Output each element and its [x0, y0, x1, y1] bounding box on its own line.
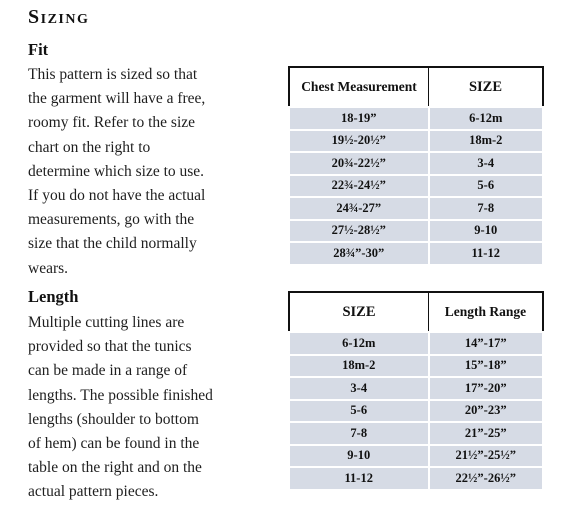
page-heading: Sizing	[28, 6, 90, 28]
table-row	[289, 130, 543, 153]
chest-cell: 22¾-24½”	[289, 175, 429, 198]
length-line: lengths. The possible finished	[28, 386, 213, 404]
chest-cell: 20¾-22½”	[289, 152, 429, 175]
table-header-row	[289, 67, 543, 107]
length-cell: 17”-20”	[429, 377, 544, 400]
table-row	[289, 175, 543, 198]
column-header-length: Length Range	[429, 292, 544, 332]
table-row	[289, 332, 543, 355]
size-cell: 11-12	[289, 467, 429, 490]
table-row	[289, 152, 543, 175]
column-header-size: SIZE	[429, 67, 544, 107]
fit-line: size that the child normally	[28, 235, 197, 253]
length-cell: 20”-23”	[429, 400, 544, 423]
length-section-title: Length	[28, 287, 79, 306]
fit-line: roomy fit. Refer to the size	[28, 114, 196, 132]
length-line: can be made in a range of	[28, 362, 188, 380]
table-row	[289, 107, 543, 130]
length-paragraph	[28, 311, 273, 505]
size-cell: 6-12m	[429, 107, 544, 130]
fit-section-title: Fit	[28, 40, 49, 59]
chest-cell: 28¾”-30”	[289, 242, 429, 265]
fit-paragraph	[28, 63, 273, 281]
table-row	[289, 377, 543, 400]
table-row	[289, 242, 543, 265]
chest-cell: 24¾-27”	[289, 197, 429, 220]
length-cell: 14”-17”	[429, 332, 544, 355]
chest-cell: 27½-28½”	[289, 220, 429, 243]
chest-size-table	[288, 66, 544, 266]
length-line: of hem) can be found in the	[28, 435, 200, 453]
length-line: actual pattern pieces.	[28, 483, 159, 501]
size-cell: 3-4	[289, 377, 429, 400]
table-row	[289, 355, 543, 378]
fit-line: If you do not have the actual	[28, 187, 206, 205]
size-cell: 5-6	[289, 400, 429, 423]
size-cell: 5-6	[429, 175, 544, 198]
size-cell: 7-8	[289, 422, 429, 445]
table-row	[289, 422, 543, 445]
table-row	[289, 220, 543, 243]
fit-line: determine which size to use.	[28, 162, 205, 180]
size-cell: 9-10	[429, 220, 544, 243]
table-row	[289, 400, 543, 423]
chest-cell: 18-19”	[289, 107, 429, 130]
size-cell: 7-8	[429, 197, 544, 220]
length-cell: 22½”-26½”	[429, 467, 544, 490]
size-cell: 11-12	[429, 242, 544, 265]
length-cell: 15”-18”	[429, 355, 544, 378]
size-cell: 6-12m	[289, 332, 429, 355]
length-range-table	[288, 291, 544, 491]
length-line: lengths (shoulder to bottom	[28, 410, 199, 428]
chest-cell: 19½-20½”	[289, 130, 429, 153]
length-line: Multiple cutting lines are	[28, 314, 185, 331]
length-cell: 21”-25”	[429, 422, 544, 445]
column-header-chest: Chest Measurement	[289, 67, 429, 107]
length-line: table on the right and on the	[28, 459, 202, 477]
fit-line: measurements, go with the	[28, 211, 195, 229]
size-cell: 9-10	[289, 445, 429, 468]
length-line: provided so that the tunics	[28, 338, 192, 356]
size-cell: 3-4	[429, 152, 544, 175]
fit-line: wears.	[28, 259, 69, 277]
table-header-row	[289, 292, 543, 332]
fit-line: the garment will have a free,	[28, 90, 206, 108]
size-cell: 18m-2	[429, 130, 544, 153]
fit-line: chart on the right to	[28, 138, 151, 156]
length-cell: 21½”-25½”	[429, 445, 544, 468]
size-cell: 18m-2	[289, 355, 429, 378]
table-row	[289, 445, 543, 468]
column-header-size: SIZE	[289, 292, 429, 332]
fit-line: This pattern is sized so that	[28, 66, 198, 83]
table-row	[289, 467, 543, 490]
table-row	[289, 197, 543, 220]
